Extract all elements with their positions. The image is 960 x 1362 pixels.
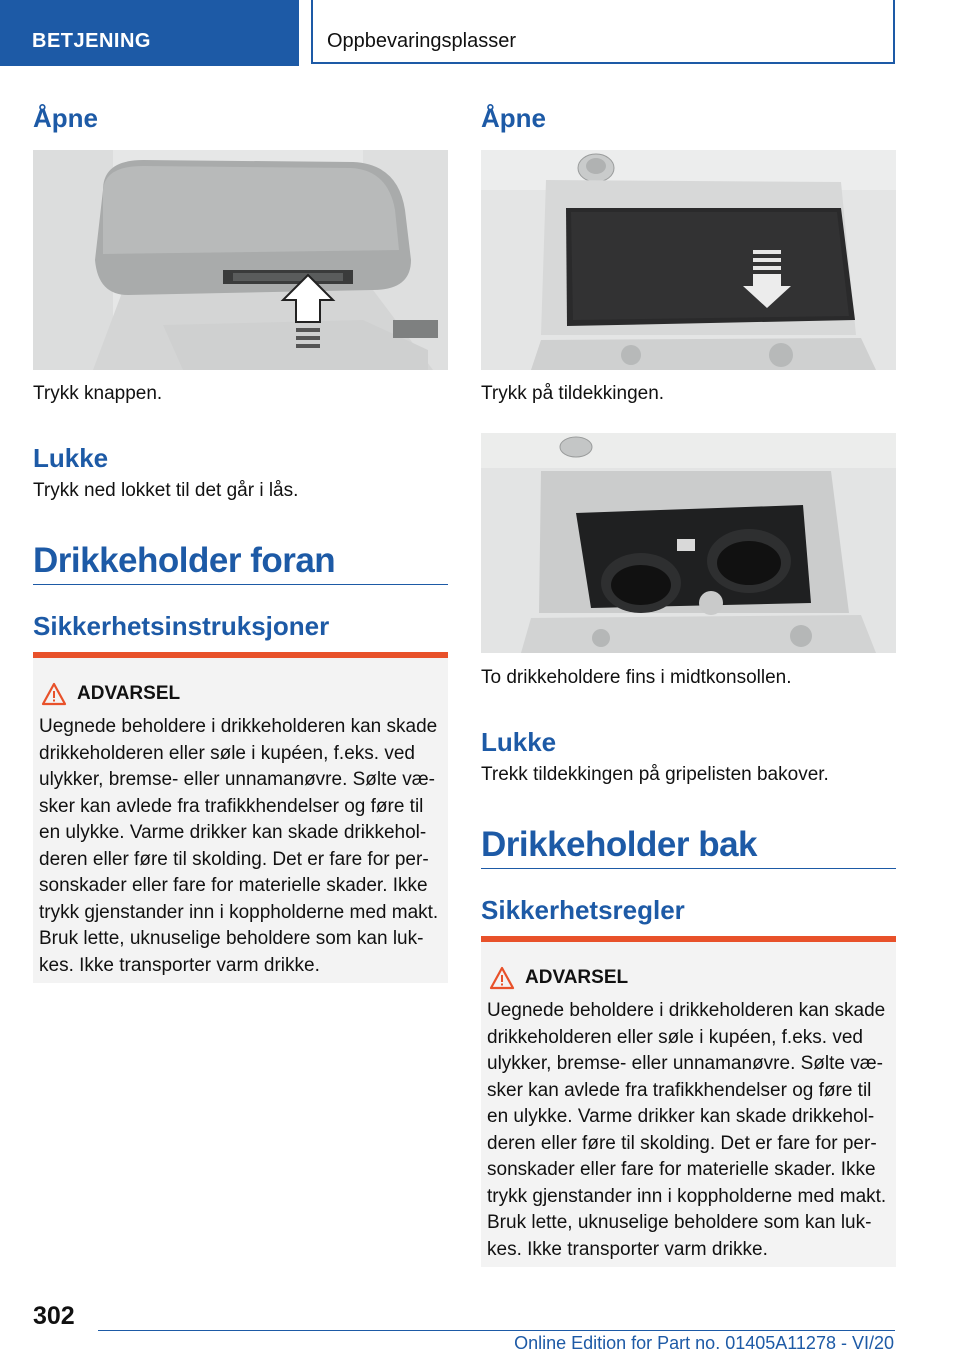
warning-triangle-icon (41, 682, 67, 706)
header-section-label: BETJENING (32, 30, 151, 52)
open-text-left: Trykk knappen. (33, 383, 163, 404)
open-text-right: Trykk på tildekkingen. (481, 383, 665, 404)
warning-line: Uegnede beholdere i drikkeholderen kan skade (39, 716, 438, 737)
header-chapter-box (311, 0, 895, 64)
warning-box-left (33, 652, 448, 983)
warning-label-right: ADVARSEL (525, 967, 629, 988)
warning-line: Bruk lette, uknuselige beholdere som kan luk- (39, 928, 424, 949)
section-rule-right (481, 868, 896, 869)
warning-line: kes. Ikke transporter varm drikke. (487, 1238, 768, 1260)
warning-line: en ulykke. Varme drikker kan skade drikkehol- (39, 822, 427, 843)
warning-label-left: ADVARSEL (77, 683, 181, 704)
close-heading-right: Lukke (481, 727, 557, 757)
console-cover-illustration (481, 150, 896, 370)
header-chapter-label: Oppbevaringsplasser (327, 30, 516, 52)
warning-line: sker kan avlede fra trafikkhendelser og føre til (487, 1079, 872, 1101)
holders-text-right: To drikkeholdere fins i midtkonsollen. (481, 667, 792, 688)
warning-text-right (487, 998, 892, 1263)
footer-edition-text: Online Edition for Part no. 01405A11278 - VI/20 (514, 1333, 894, 1353)
warning-line: ulykker, bremse- eller unnamanøvre. Sølte væ- (487, 1053, 883, 1074)
safety-heading-right: Sikkerhetsregler (481, 895, 685, 925)
warning-line: sonskader eller fare for materielle skader. Ikke (487, 1159, 876, 1180)
warning-triangle-icon (489, 966, 515, 990)
warning-line: Bruk lette, uknuselige beholdere som kan luk- (487, 1212, 872, 1233)
page-number: 302 (33, 1302, 75, 1330)
warning-text-left (39, 714, 444, 979)
warning-line: en ulykke. Varme drikker kan skade drikkehol- (487, 1106, 875, 1127)
header-section-tab (0, 0, 299, 66)
close-heading-left: Lukke (33, 443, 109, 473)
warning-line: sonskader eller fare for materielle skader. Ikke (39, 875, 428, 896)
warning-line: drikkeholderen eller søle i kupéen, f.eks. ved (39, 742, 415, 764)
warning-box-right (481, 936, 896, 1267)
section-rule-left (33, 584, 448, 585)
warning-line: Uegnede beholdere i drikkeholderen kan skade (487, 1000, 886, 1021)
safety-heading-left: Sikkerhetsinstruksjoner (33, 611, 330, 641)
warning-line: sker kan avlede fra trafikkhendelser og føre til (39, 795, 424, 817)
warning-line: trykk gjenstander inn i koppholderne med makt. (487, 1185, 887, 1207)
close-text-right: Trekk tildekkingen på gripelisten bakover. (481, 764, 829, 785)
footer-rule (98, 1330, 895, 1331)
warning-line: deren eller føre til skolding. Det er fare for per- (39, 848, 429, 870)
close-text-left: Trykk ned lokket til det går i lås. (33, 480, 299, 501)
warning-line: trykk gjenstander inn i koppholderne med makt. (39, 901, 439, 923)
warning-line: ulykker, bremse- eller unnamanøvre. Sølte væ- (39, 769, 435, 790)
open-heading-right: Åpne (481, 103, 546, 133)
cupholder-illustration (481, 433, 896, 653)
armrest-illustration (33, 150, 448, 370)
open-heading-left: Åpne (33, 103, 98, 133)
warning-line: deren eller føre til skolding. Det er fare for per- (487, 1132, 877, 1154)
warning-line: drikkeholderen eller søle i kupéen, f.eks. ved (487, 1026, 863, 1048)
section-title-left: Drikkeholder foran (33, 541, 336, 580)
warning-line: kes. Ikke transporter varm drikke. (39, 954, 320, 976)
section-title-right: Drikkeholder bak (481, 825, 757, 864)
